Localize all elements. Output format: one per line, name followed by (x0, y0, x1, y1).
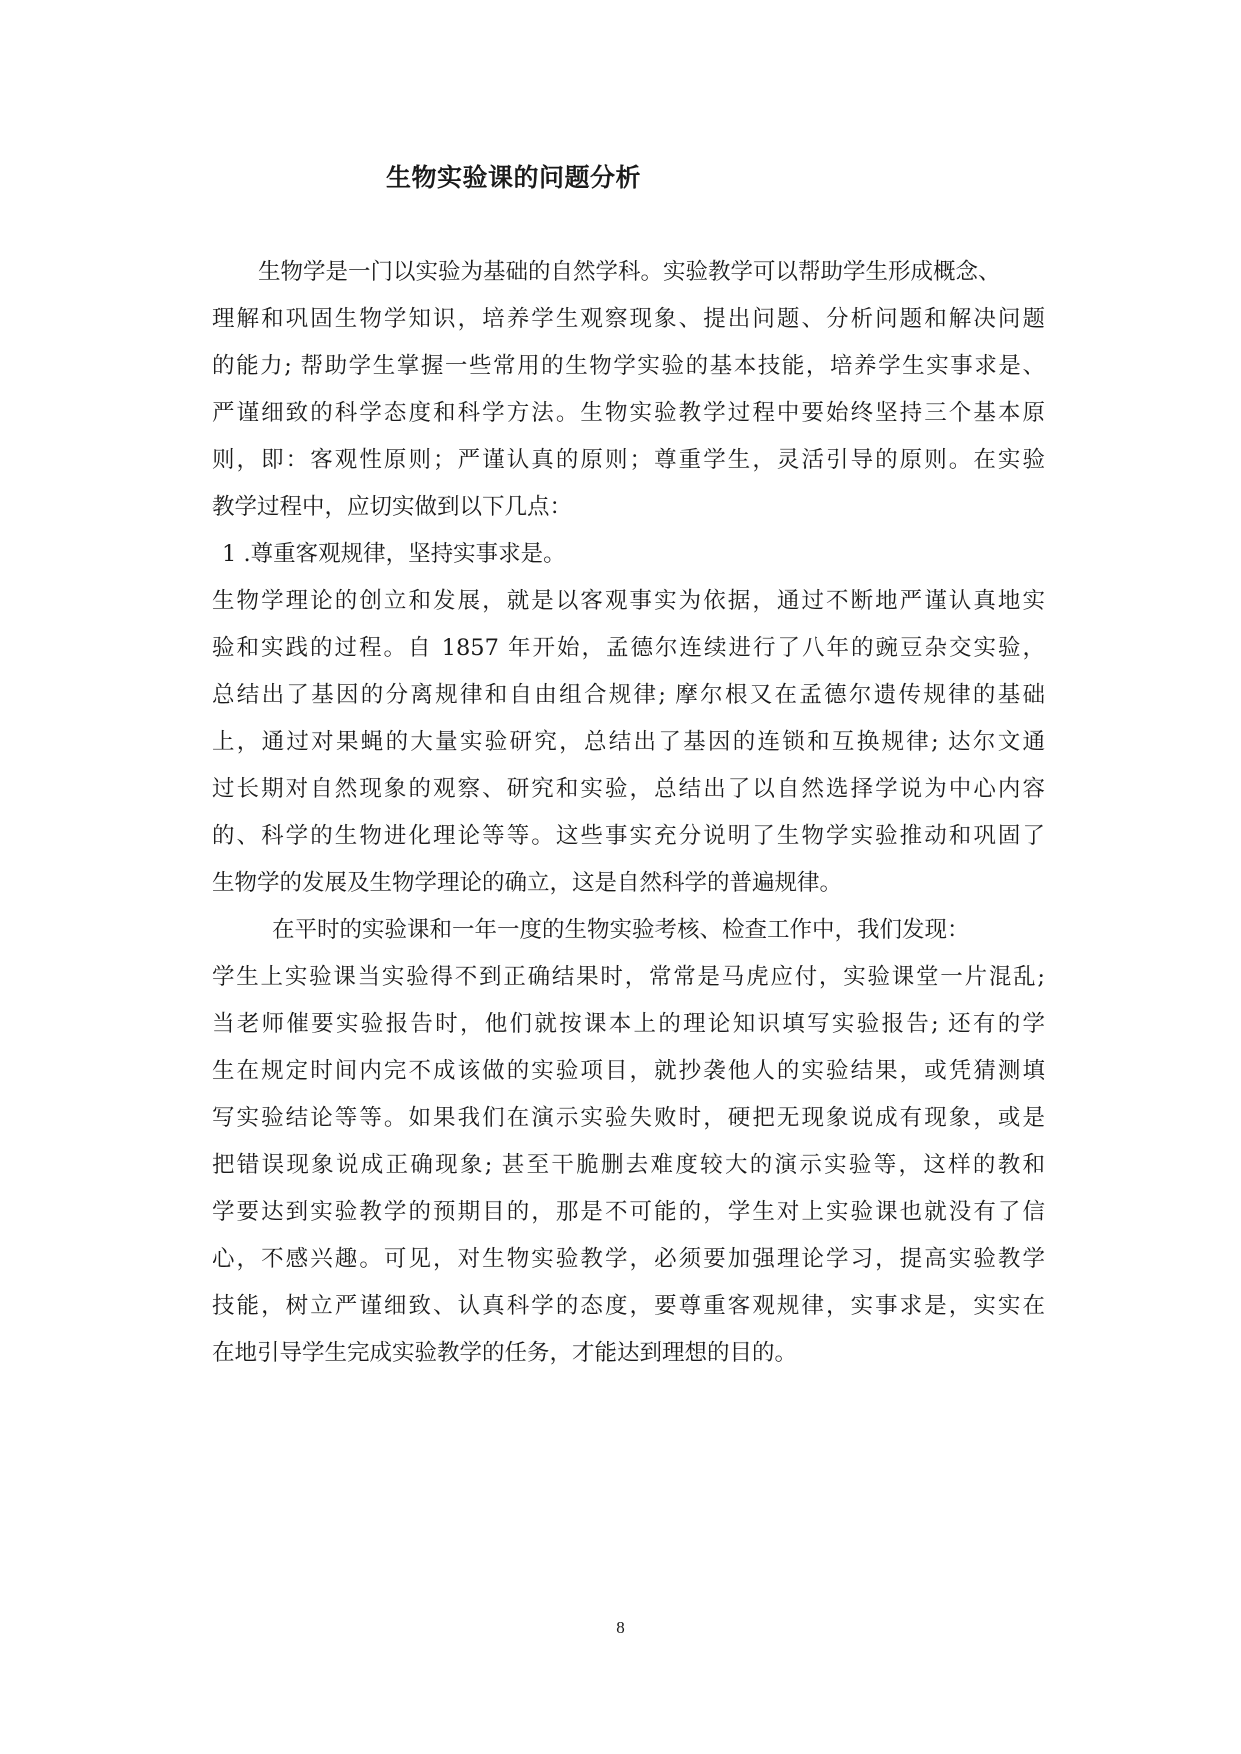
paragraph-line-13: 的、科学的生物进化理论等等。这些事实充分说明了生物学实验推动和巩固了 (212, 823, 1045, 849)
paragraph-line-8: 生物学理论的创立和发展，就是以客观事实为依据，通过不断地严谨认真地实 (212, 588, 1045, 614)
paragraph-line-6: 教学过程中，应切实做到以下几点： (212, 494, 573, 520)
paragraph-line-1: 生物学是一门以实验为基础的自然学科。实验教学可以帮助学生形成概念、 (258, 259, 1001, 285)
paragraph-line-12: 过长期对自然现象的观察、研究和实验，总结出了以自然选择学说为中心内容 (212, 776, 1045, 802)
paragraph-line-18: 生在规定时间内完不成该做的实验项目，就抄袭他人的实验结果，或凭猜测填 (212, 1058, 1045, 1084)
paragraph-line-4: 严谨细致的科学态度和科学方法。生物实验教学过程中要始终坚持三个基本原 (212, 400, 1045, 426)
paragraph-line-2: 理解和巩固生物学知识，培养学生观察现象、提出问题、分析问题和解决问题 (212, 306, 1045, 332)
paragraph-line-21: 学要达到实验教学的预期目的，那是不可能的，学生对上实验课也就没有了信 (212, 1199, 1045, 1225)
paragraph-line-23: 技能，树立严谨细致、认真科学的态度，要尊重客观规律，实事求是，实实在 (212, 1293, 1045, 1319)
paragraph-line-22: 心，不感兴趣。可见，对生物实验教学，必须要加强理论学习，提高实验教学 (212, 1246, 1045, 1272)
paragraph-line-15: 在平时的实验课和一年一度的生物实验考核、检查工作中，我们发现： (272, 917, 970, 943)
section-heading-1: 1 .尊重客观规律，坚持实事求是。 (222, 541, 566, 567)
paragraph-line-9: 验和实践的过程。自 1857 年开始，孟德尔连续进行了八年的豌豆杂交实验， (212, 635, 1045, 661)
paragraph-line-14: 生物学的发展及生物学理论的确立，这是自然科学的普遍规律。 (212, 870, 843, 896)
paragraph-line-20: 把错误现象说成正确现象; 甚至干脆删去难度较大的演示实验等，这样的教和 (212, 1152, 1045, 1178)
paragraph-line-16: 学生上实验课当实验得不到正确结果时，常常是马虎应付，实验课堂一片混乱; (212, 964, 1045, 990)
paragraph-line-10: 总结出了基因的分离规律和自由组合规律; 摩尔根又在孟德尔遗传规律的基础 (212, 682, 1045, 708)
paragraph-line-3: 的能力; 帮助学生掌握一些常用的生物学实验的基本技能，培养学生实事求是、 (212, 353, 1045, 379)
paragraph-line-17: 当老师催要实验报告时，他们就按课本上的理论知识填写实验报告; 还有的学 (212, 1011, 1045, 1037)
page-number: 8 (616, 1618, 625, 1637)
paragraph-line-24: 在地引导学生完成实验教学的任务，才能达到理想的目的。 (212, 1340, 798, 1366)
paragraph-line-11: 上，通过对果蝇的大量实验研究，总结出了基因的连锁和互换规律; 达尔文通 (212, 729, 1045, 755)
paragraph-line-5: 则，即：客观性原则；严谨认真的原则；尊重学生，灵活引导的原则。在实验 (212, 447, 1045, 473)
paragraph-line-19: 写实验结论等等。如果我们在演示实验失败时，硬把无现象说成有现象，或是 (212, 1105, 1045, 1131)
document-title: 生物实验课的问题分析 (386, 163, 642, 192)
